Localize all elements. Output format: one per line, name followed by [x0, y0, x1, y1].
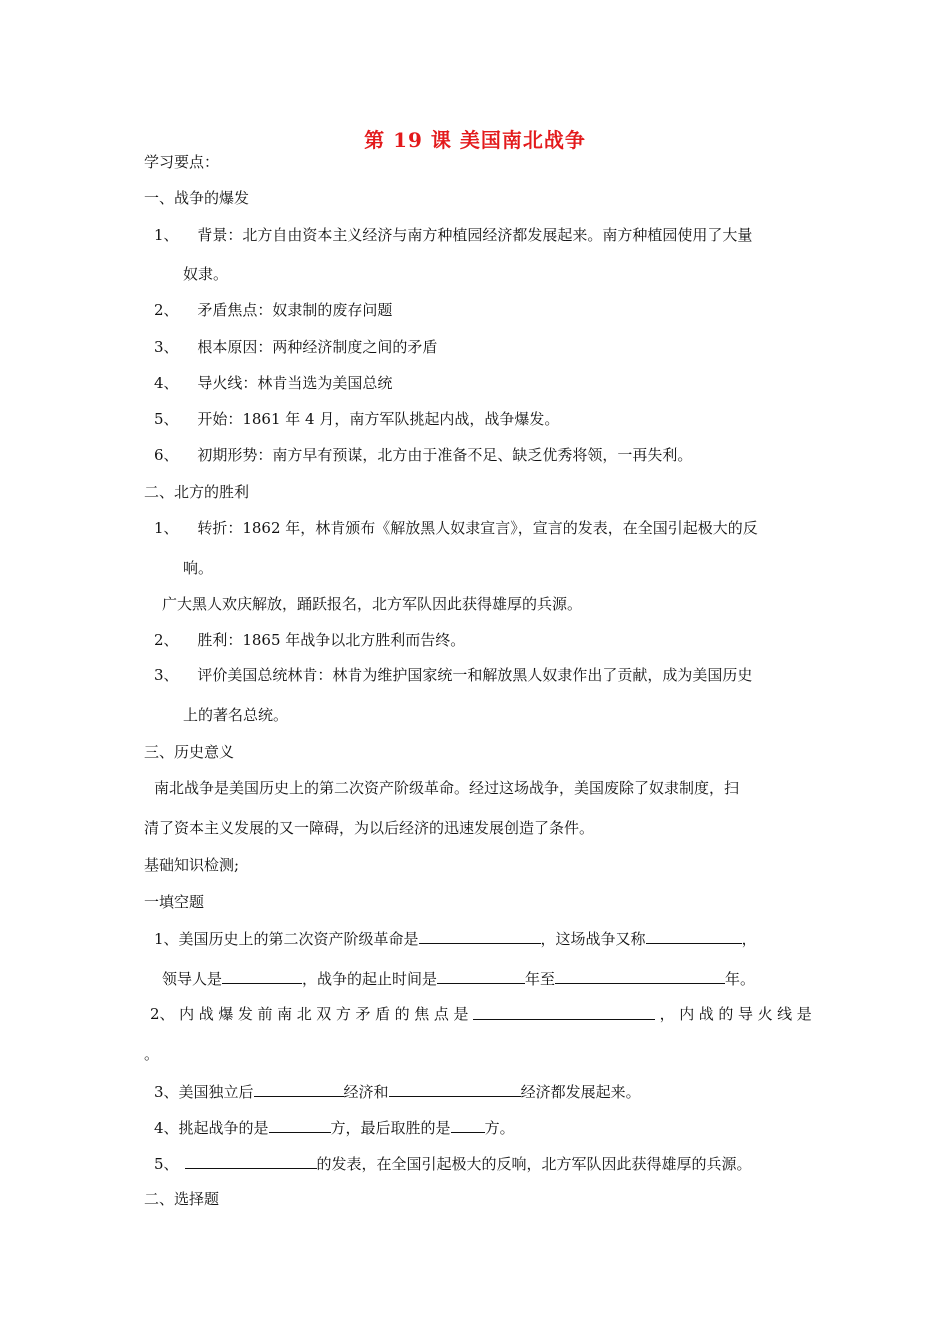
question-char: 导	[737, 1005, 753, 1023]
list-item	[154, 445, 692, 465]
question-char: 线	[777, 1005, 793, 1023]
question-char: 内	[179, 1005, 195, 1023]
fill-question-3	[154, 1081, 641, 1102]
section-heading-2: 二、北方的胜利	[144, 483, 250, 501]
question-char: 的	[718, 1005, 734, 1023]
test-heading: 基础知识检测;	[144, 856, 240, 874]
question-text: 1、美国历史上的第二次资产阶级革命是	[154, 930, 419, 948]
item-text: 背景：北方自由资本主义经济与南方种植园经济都发展起来。南方种植园使用了大量	[197, 226, 753, 244]
question-char: 是	[796, 1005, 812, 1023]
fill-question-1	[154, 928, 757, 949]
answer-blank[interactable]	[646, 928, 742, 944]
question-text: ，战争的起止时间是	[302, 970, 438, 988]
item-text: 初期形势：南方早有预谋，北方由于准备不足、缺乏优秀将领，一再失利。	[197, 446, 693, 464]
question-char: 矛	[355, 1005, 371, 1023]
question-text: 方。	[484, 1119, 515, 1137]
fill-question-1-cont	[162, 968, 755, 989]
question-text: 经济和	[343, 1083, 389, 1101]
page-title: 第 19 课 美国南北战争	[364, 128, 586, 152]
item-continuation: 响。	[183, 559, 214, 577]
section-heading-3: 三、历史意义	[144, 743, 235, 761]
question-char: 爆	[218, 1005, 234, 1023]
fill-blank-heading: 一填空题	[144, 893, 205, 911]
answer-blank[interactable]	[185, 1153, 317, 1169]
question-text: 4、挑起战争的是	[154, 1119, 269, 1137]
question-text: 3、美国独立后	[154, 1083, 254, 1101]
answer-blank[interactable]	[473, 1004, 655, 1020]
question-char: 战	[698, 1005, 714, 1023]
question-char: 前	[257, 1005, 273, 1023]
question-char: 方	[335, 1005, 351, 1023]
item-text: 转折：1862 年，林肯颁布《解放黑人奴隶宣言》，宣言的发表，在全国引起极大的反	[197, 519, 758, 537]
question-char: 内	[679, 1005, 695, 1023]
question-char: 是	[453, 1005, 469, 1023]
item-text: 胜利：1865 年战争以北方胜利而告终。	[197, 631, 466, 649]
question-text: 经济都发展起来。	[520, 1083, 641, 1101]
question-char: 双	[316, 1005, 332, 1023]
question-text: ，	[741, 930, 757, 948]
question-char: 北	[296, 1005, 312, 1023]
fill-question-2-end: 。	[144, 1045, 160, 1063]
item-number: 1、	[154, 226, 179, 244]
answer-blank[interactable]	[269, 1117, 331, 1133]
item-number: 2、	[154, 631, 179, 649]
item-extra-text: 广大黑人欢庆解放，踊跃报名，北方军队因此获得雄厚的兵源。	[162, 595, 583, 613]
list-item	[154, 225, 752, 245]
question-char: 战	[198, 1005, 214, 1023]
item-number: 3、	[154, 666, 179, 684]
list-item	[154, 300, 392, 320]
item-text: 根本原因：两种经济制度之间的矛盾	[197, 338, 438, 356]
question-char: 发	[237, 1005, 253, 1023]
question-char: 南	[277, 1005, 293, 1023]
fill-question-5	[154, 1153, 752, 1174]
question-char: 的	[394, 1005, 410, 1023]
question-text: 5、	[154, 1155, 179, 1173]
question-text: 领导人是	[162, 970, 223, 988]
question-char: 焦	[414, 1005, 430, 1023]
question-char: 2、	[150, 1005, 175, 1023]
fill-question-2	[150, 1004, 812, 1024]
list-item	[154, 409, 559, 429]
question-text: 年。	[725, 970, 756, 988]
question-char: ，	[659, 1005, 675, 1023]
paragraph-line: 清了资本主义发展的又一障碍，为以后经济的迅速发展创造了条件。	[144, 819, 595, 837]
study-points-label: 学习要点：	[144, 153, 220, 171]
question-char: 点	[433, 1005, 449, 1023]
answer-blank[interactable]	[222, 968, 302, 984]
item-number: 2、	[154, 301, 179, 319]
item-number: 5、	[154, 410, 179, 428]
list-item	[154, 630, 465, 650]
question-text: ，这场战争又称	[540, 930, 646, 948]
answer-blank[interactable]	[419, 928, 541, 944]
item-number: 3、	[154, 338, 179, 356]
item-text: 评价美国总统林肯：林肯为维护国家统一和解放黑人奴隶作出了贡献，成为美国历史	[197, 666, 753, 684]
item-text: 矛盾焦点：奴隶制的废存问题	[197, 301, 393, 319]
item-number: 1、	[154, 519, 179, 537]
list-item	[154, 665, 752, 685]
item-continuation: 奴隶。	[183, 265, 229, 283]
list-item	[154, 518, 758, 538]
item-text: 导火线：林肯当选为美国总统	[197, 374, 393, 392]
fill-question-4	[154, 1117, 515, 1138]
item-number: 6、	[154, 446, 179, 464]
question-text: 年至	[525, 970, 556, 988]
item-number: 4、	[154, 374, 179, 392]
answer-blank[interactable]	[254, 1081, 344, 1097]
answer-blank[interactable]	[437, 968, 525, 984]
answer-blank[interactable]	[451, 1117, 485, 1133]
question-text: 的发表，在全国引起极大的反响，北方军队因此获得雄厚的兵源。	[316, 1155, 752, 1173]
answer-blank[interactable]	[555, 968, 725, 984]
section-heading-1: 一、战争的爆发	[144, 189, 250, 207]
question-char: 火	[757, 1005, 773, 1023]
item-text: 开始：1861 年 4 月，南方军队挑起内战，战争爆发。	[197, 410, 560, 428]
paragraph-line: 南北战争是美国历史上的第二次资产阶级革命。经过这场战争，美国废除了奴隶制度，扫	[154, 779, 740, 797]
list-item	[154, 373, 392, 393]
list-item	[154, 337, 437, 357]
question-text: 方，最后取胜的是	[330, 1119, 451, 1137]
question-char: 盾	[375, 1005, 391, 1023]
choice-heading: 二、选择题	[144, 1190, 220, 1208]
answer-blank[interactable]	[389, 1081, 521, 1097]
item-continuation: 上的著名总统。	[183, 706, 289, 724]
